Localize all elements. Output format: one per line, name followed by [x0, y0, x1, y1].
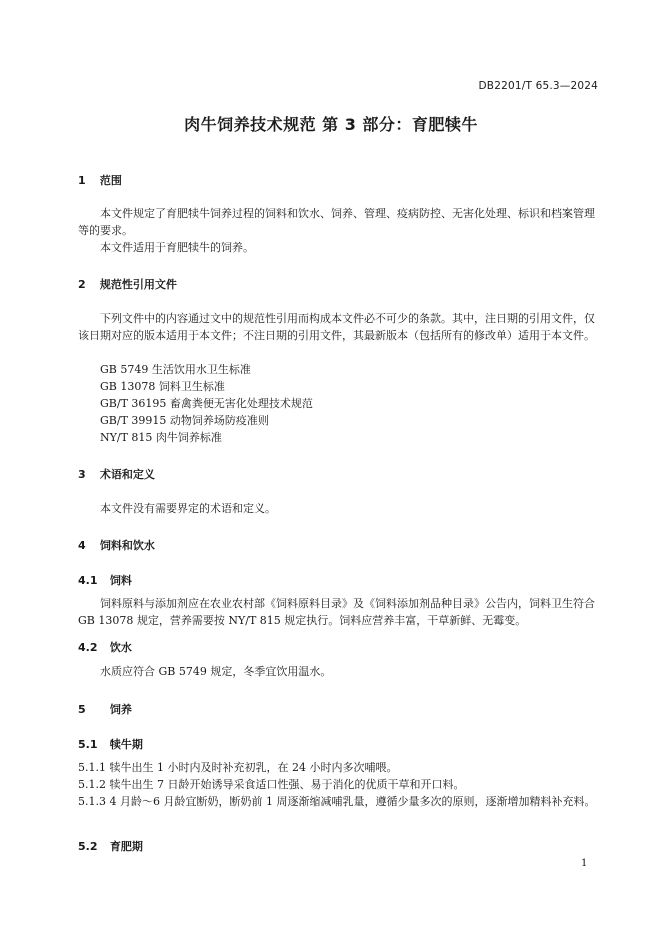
section-heading-1: 1 范围: [78, 174, 122, 187]
clause-item: 5.1.3 4 月龄～6 月龄宜断奶，断奶前 1 周逐渐缩减哺乳量，遵循少量多次的原则，逐渐增加精料补充料。: [78, 795, 596, 808]
page-number: 1: [581, 858, 588, 869]
clause-item: 5.1.1 犊牛出生 1 小时内及时补充初乳，在 24 小时内多次哺喂。: [78, 761, 398, 774]
standard-code: DB2201/T 65.3—2024: [478, 80, 598, 92]
reference-item: GB 5749 生活饮用水卫生标准: [100, 363, 251, 376]
section-heading-2: 2 规范性引用文件: [78, 278, 177, 291]
section-heading-5: 5 饲养: [78, 703, 132, 716]
section-heading-4: 4 饲料和饮水: [78, 539, 155, 552]
reference-item: GB/T 36195 畜禽粪便无害化处理技术规范: [100, 397, 313, 410]
subsection-heading-5-1: 5.1 犊牛期: [78, 738, 143, 751]
section-1-paragraph-2: 本文件适用于育肥犊牛的饲养。: [100, 241, 254, 254]
clause-item: 5.1.2 犊牛出生 7 日龄开始诱导采食适口性强、易于消化的优质干草和开口料。: [78, 778, 465, 791]
subsection-heading-4-1: 4.1 饲料: [78, 574, 132, 587]
reference-item: GB/T 39915 动物饲养场防疫准则: [100, 414, 269, 427]
reference-item: NY/T 815 肉牛饲养标准: [100, 431, 222, 444]
section-2-paragraph-1: 下列文件中的内容通过文中的规范性引用而构成本文件必不可少的条款。其中，注日期的引用文件，仅该日期对应的版本适用于本文件；不注日期的引用文件，其最新版本（包括所有的修改单）适用于本文件。: [78, 312, 595, 342]
subsection-heading-4-2: 4.2 饮水: [78, 641, 132, 654]
subsection-heading-5-2: 5.2 育肥期: [78, 840, 143, 853]
document-title: 肉牛饲养技术规范 第 3 部分：育肥犊牛: [184, 115, 478, 134]
reference-item: GB 13078 饲料卫生标准: [100, 380, 225, 393]
section-4-2-paragraph: 水质应符合 GB 5749 规定，冬季宜饮用温水。: [100, 665, 332, 678]
section-4-1-paragraph: 饲料原料与添加剂应在农业农村部《饲料原料目录》及《饲料添加剂品种目录》公告内，饲料卫生符合 GB 13078 规定，营养需要按 NY/T 815 规定执行。饲料应营养丰富，干草新鲜、无霉变。: [78, 597, 595, 627]
section-heading-3: 3 术语和定义: [78, 468, 155, 481]
section-3-paragraph-1: 本文件没有需要界定的术语和定义。: [100, 502, 276, 515]
section-1-paragraph-1: 本文件规定了育肥犊牛饲养过程的饲料和饮水、饲养、管理、疫病防控、无害化处理、标识和档案管理等的要求。: [78, 207, 595, 237]
